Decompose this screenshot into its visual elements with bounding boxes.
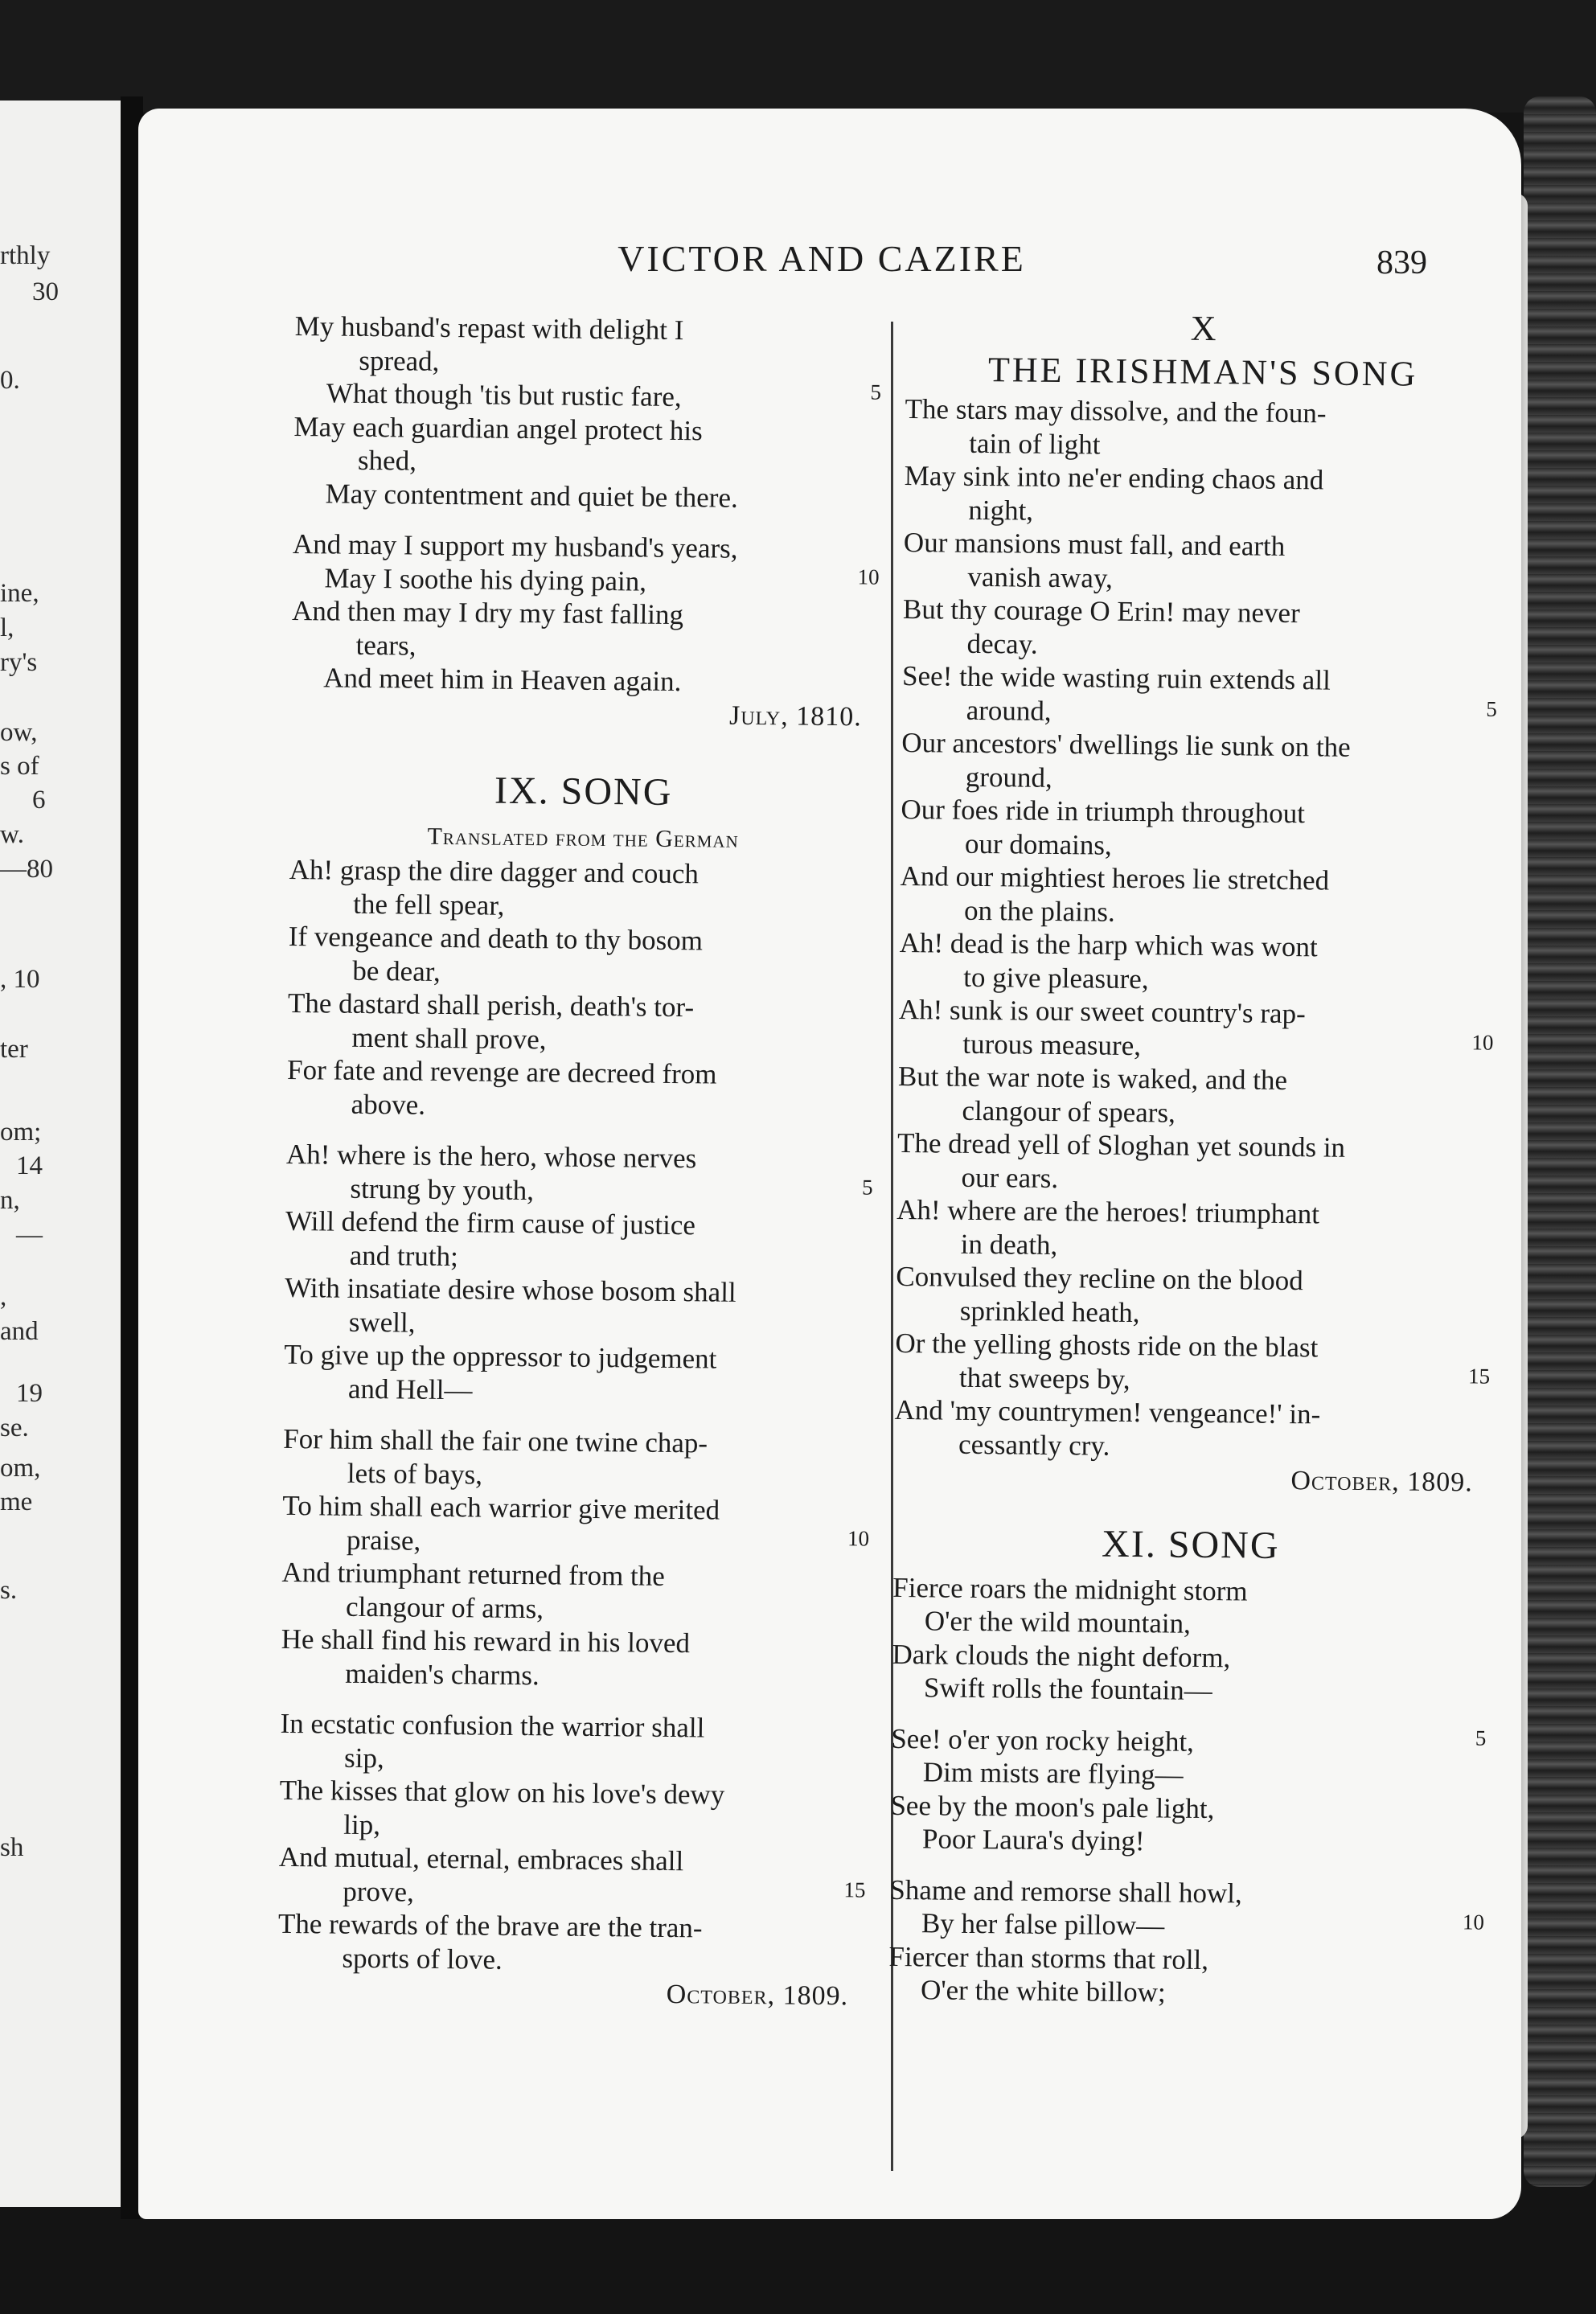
facing-page-text: l, <box>0 613 14 642</box>
verse-text: The dastard shall perish, death's tor- <box>287 987 695 1024</box>
line-number: 5 <box>861 1174 873 1200</box>
line-number: 15 <box>843 1877 866 1902</box>
verse-text: sip, <box>343 1742 384 1774</box>
verse-text: Dim mists are flying— <box>922 1756 1184 1791</box>
verse-line <box>892 1671 1487 1710</box>
facing-page-text: — <box>16 1221 43 1249</box>
song-ix-verses <box>277 853 876 1980</box>
verse-text: praise, <box>346 1524 421 1557</box>
verse-text: our ears. <box>961 1161 1059 1194</box>
facing-page-text: rthly <box>0 241 51 270</box>
verse-text: O'er the wild mountain, <box>924 1605 1192 1639</box>
verse-text: above. <box>351 1088 426 1121</box>
line-number: 5 <box>1486 696 1497 721</box>
verse-text: sprinkled heath, <box>959 1294 1140 1328</box>
verse-text: By her false pillow— <box>921 1907 1165 1942</box>
verse-text: shed, <box>357 444 417 477</box>
verse-text: that sweeps by, <box>958 1361 1130 1395</box>
verse-text: But thy courage O Erin! may never <box>902 593 1300 630</box>
verse-text: With insatiate desire whose bosom shall <box>285 1271 736 1308</box>
facing-page-text: , <box>0 1282 7 1311</box>
verse-text: For fate and revenge are decreed from <box>286 1053 717 1090</box>
verse-text: Ah! sunk is our sweet country's rap- <box>898 993 1306 1030</box>
verse-text: in death, <box>960 1228 1058 1261</box>
facing-page-fragment <box>0 101 121 2207</box>
verse-text: In ecstatic confusion the warrior shall <box>280 1707 705 1744</box>
verse-text: and Hell— <box>347 1372 473 1405</box>
line-number: 10 <box>857 564 880 589</box>
left-column <box>277 310 882 2013</box>
verse-text: spread, <box>359 344 440 377</box>
song-ix-title: IX. SONG <box>494 769 673 814</box>
verse-text: lip, <box>343 1808 381 1840</box>
facing-page-text: 19 <box>16 1379 43 1408</box>
poem-date: July, 1810. <box>728 700 862 732</box>
verse-line <box>284 1371 871 1410</box>
verse-text: May each guardian angel protect his <box>293 410 703 446</box>
verse-text: vanish away, <box>967 560 1114 594</box>
verse-text: Shame and remorse shall howl, <box>889 1873 1242 1909</box>
verse-text: See! the wide wasting ruin extends all <box>901 659 1331 696</box>
line-number: 10 <box>847 1525 870 1551</box>
verse-text: And meet him in Heaven again. <box>323 662 682 698</box>
verse-text: Dark clouds the night deform, <box>892 1638 1231 1673</box>
verse-line <box>888 1973 1483 2012</box>
facing-page-text: —80 <box>0 855 53 884</box>
verse-text: swell, <box>348 1306 416 1339</box>
verse-text: Ah! dead is the harp which was wont <box>899 926 1318 963</box>
verse-text: Convulsed they recline on the blood <box>896 1260 1303 1297</box>
verse-text: And then may I dry my fast falling <box>291 594 684 631</box>
line-number: 5 <box>870 380 882 404</box>
page-number: 839 <box>1376 244 1427 281</box>
verse-text: lets of bays, <box>347 1457 483 1491</box>
decorative-binding-edge <box>1524 96 1596 2187</box>
verse-text: tears, <box>355 629 416 662</box>
verse-text: cessantly cry. <box>958 1428 1110 1462</box>
facing-page-text: om; <box>0 1118 42 1147</box>
running-head: VICTOR AND CAZIRE <box>617 238 1026 279</box>
verse-text: And mutual, eternal, embraces shall <box>278 1840 684 1877</box>
verse-text: Our foes ride in triumph throughout <box>901 793 1306 830</box>
verse-text: Swift rolls the fountain— <box>923 1672 1212 1707</box>
verse-line <box>890 1822 1485 1861</box>
verse-text: The dread yell of Sloghan yet sounds in <box>896 1126 1346 1163</box>
verse-text: And may I support my husband's years, <box>292 527 738 564</box>
verse-text: on the plains. <box>963 894 1115 928</box>
verse-text: And triumphant returned from the <box>281 1556 665 1592</box>
verse-text: strung by youth, <box>350 1172 535 1206</box>
facing-page-text: om, <box>0 1454 41 1483</box>
verse-text: May sink into ne'er ending chaos and <box>904 459 1324 496</box>
facing-page-text: and <box>0 1317 39 1346</box>
verse-text: See! o'er yon rocky height, <box>891 1722 1195 1758</box>
facing-page-text: 14 <box>16 1151 43 1180</box>
verse-text: The kisses that glow on his love's dewy <box>279 1774 725 1811</box>
facing-page-text: 0. <box>0 366 20 395</box>
verse-text: sports of love. <box>342 1942 503 1976</box>
verse-text: Or the yelling ghosts ride on the blast <box>895 1327 1319 1364</box>
verse-text: May I soothe his dying pain, <box>324 561 647 597</box>
song-xi-verses <box>888 1570 1488 2012</box>
verse-text: What though 'tis but rustic fare, <box>326 377 682 413</box>
verse-text: O'er the white billow; <box>920 1974 1166 2008</box>
verse-text: For him shall the fair one twine chap- <box>283 1422 708 1459</box>
verse-line <box>293 476 880 515</box>
verse-text: The rewards of the brave are the tran- <box>277 1907 703 1944</box>
verse-text: He shall find his reward in his loved <box>281 1623 691 1660</box>
verse-text: But the war note is waked, and the <box>897 1060 1288 1097</box>
line-number: 5 <box>1475 1725 1487 1750</box>
song-x-verses <box>894 392 1500 1467</box>
facing-page-text: me <box>0 1487 33 1516</box>
song-x-numeral: X <box>1190 308 1216 349</box>
facing-page-text: se. <box>0 1413 29 1442</box>
verse-text: maiden's charms. <box>345 1657 540 1691</box>
verse-line <box>281 1655 868 1695</box>
verse-text: ground, <box>965 761 1052 794</box>
verse-text: See by the moon's pale light, <box>890 1789 1215 1824</box>
facing-page-text: ine, <box>0 579 39 608</box>
verse-text: To give up the oppressor to judgement <box>284 1338 717 1375</box>
line-number: 10 <box>1471 1029 1494 1055</box>
facing-page-text: 6 <box>32 786 46 814</box>
facing-page-text: ow, <box>0 718 38 747</box>
verse-text: Fierce roars the midnight storm <box>892 1571 1248 1607</box>
verse-text: If vengeance and death to thy bosom <box>288 920 704 957</box>
verse-text: turous measure, <box>962 1028 1142 1061</box>
verse-text: our domains, <box>964 827 1112 861</box>
right-column <box>888 306 1501 2012</box>
facing-page-text: s. <box>0 1576 18 1605</box>
facing-page-text: sh <box>0 1833 24 1862</box>
facing-page-text: , 10 <box>0 965 40 994</box>
verse-text: Will defend the firm cause of justice <box>285 1204 696 1241</box>
facing-page-text: n, <box>0 1186 20 1215</box>
verse-text: To him shall each warrior give merited <box>282 1489 720 1526</box>
facing-page-text: ter <box>0 1035 28 1064</box>
verse-text: Ah! grasp the dire dagger and couch <box>289 853 700 890</box>
verse-text: Fiercer than storms that roll, <box>888 1940 1209 1976</box>
verse-text: Poor Laura's dying! <box>921 1823 1145 1857</box>
verse-text: to give pleasure, <box>963 961 1149 995</box>
verse-text: clangour of arms, <box>345 1590 544 1624</box>
line-number: 15 <box>1467 1363 1491 1389</box>
song-ix-date: October, 1809. <box>666 1979 849 2012</box>
verse-text: And 'my countrymen! vengeance!' in- <box>894 1393 1321 1430</box>
song-x-date: October, 1809. <box>1290 1466 1473 1498</box>
book-page <box>138 109 1521 2219</box>
verse-text: night, <box>968 494 1034 527</box>
song-xi-title: XI. SONG <box>1101 1522 1280 1567</box>
verse-text: Ah! where is the hero, whose nerves <box>285 1138 697 1175</box>
scan-background <box>0 0 1596 113</box>
facing-page-text: w. <box>0 820 24 849</box>
verse-text: be dear, <box>352 954 441 987</box>
verse-text: decay. <box>966 627 1038 660</box>
verse-text: The stars may dissolve, and the foun- <box>905 392 1327 429</box>
song-ix-subtitle: Translated from the German <box>427 823 739 853</box>
verse-text: around, <box>966 694 1052 727</box>
verse-text: My husband's repast with delight I <box>294 310 684 347</box>
verse-text: prove, <box>343 1875 415 1908</box>
line-number: 10 <box>1462 1910 1485 1934</box>
verse-text: the fell spear, <box>353 888 505 921</box>
facing-page-text: 30 <box>32 277 59 306</box>
verse-text: And our mightiest heroes lie stretched <box>900 860 1330 896</box>
verse-line <box>286 1086 873 1126</box>
verse-text: Our ancestors' dwellings lie sunk on the <box>901 726 1351 763</box>
facing-page-text: s of <box>0 752 39 781</box>
verse-text: and truth; <box>349 1239 459 1272</box>
poem-continued <box>291 310 882 700</box>
verse-text: clangour of spears, <box>962 1094 1176 1129</box>
verse-text: ment shall prove, <box>351 1021 547 1055</box>
verse-text: Ah! where are the heroes! triumphant <box>896 1193 1320 1230</box>
song-x-title: THE IRISHMAN'S SONG <box>987 350 1418 394</box>
verse-text: Our mansions must fall, and earth <box>903 526 1286 562</box>
verse-text: tain of light <box>969 427 1101 461</box>
facing-page-text: ry's <box>0 648 38 677</box>
verse-text: May contentment and quiet be there. <box>325 477 738 514</box>
